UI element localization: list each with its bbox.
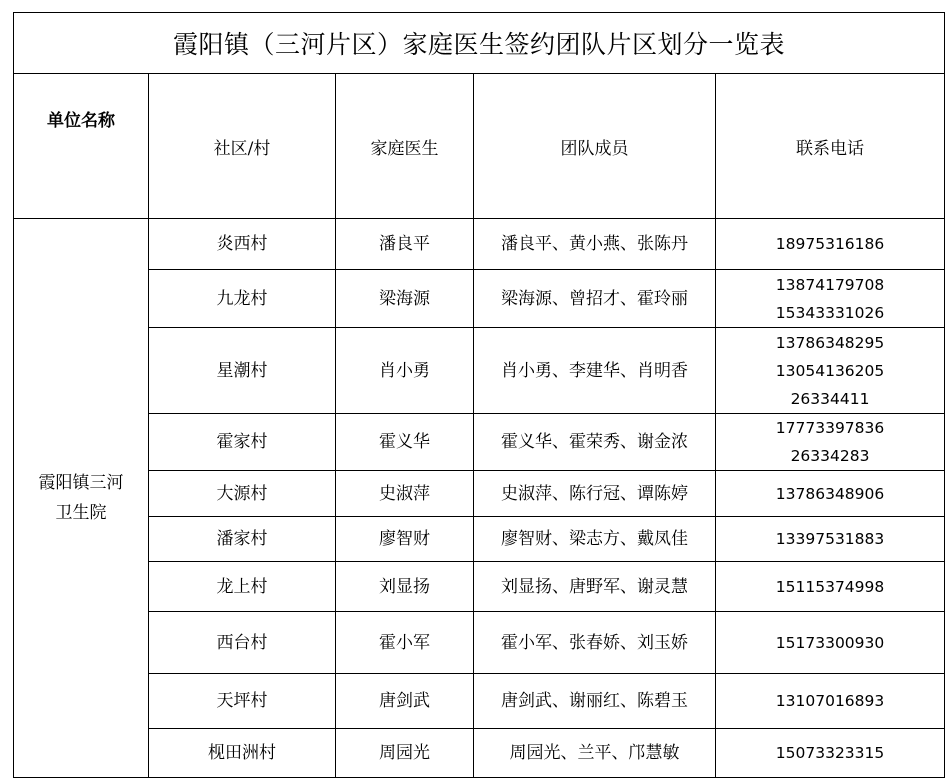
table-row xyxy=(14,270,945,328)
table-row xyxy=(14,328,945,414)
team-members-cell: 廖智财、梁志方、戴凤佳 xyxy=(474,517,716,562)
team-members-cell: 周园光、兰平、邝慧敏 xyxy=(474,729,716,778)
phone-cell xyxy=(716,219,945,270)
phone-number: 15343331026 xyxy=(775,303,885,322)
doctor-cell: 霍小军 xyxy=(336,612,474,674)
team-members-cell: 唐剑武、谢丽红、陈碧玉 xyxy=(474,674,716,729)
unit-name-cell xyxy=(14,219,149,778)
table-row xyxy=(14,674,945,729)
team-members-cell: 潘良平、黄小燕、张陈丹 xyxy=(474,219,716,270)
village-cell: 龙上村 xyxy=(149,562,336,612)
doctor-cell: 梁海源 xyxy=(336,270,474,328)
unit-name-line: 霞阳镇三河 xyxy=(38,473,124,493)
phone-number: 15173300930 xyxy=(775,633,885,652)
table-row xyxy=(14,414,945,471)
phone-number: 26334283 xyxy=(790,447,870,465)
header-unit-name: 单位名称 xyxy=(14,74,149,219)
doctor-cell: 潘良平 xyxy=(336,219,474,270)
phone-cell xyxy=(716,414,945,471)
team-members-cell: 肖小勇、李建华、肖明香 xyxy=(474,328,716,414)
doctor-cell: 周园光 xyxy=(336,729,474,778)
header-team-members: 团队成员 xyxy=(474,74,716,219)
phone-number: 26334411 xyxy=(790,389,870,408)
phone-number: 17773397836 xyxy=(775,419,885,437)
doctor-cell: 刘显扬 xyxy=(336,562,474,612)
doctor-cell: 史淑萍 xyxy=(336,471,474,517)
table-row xyxy=(14,729,945,778)
phone-number: 13397531883 xyxy=(775,530,885,548)
phone-number: 13107016893 xyxy=(775,692,885,710)
team-members-cell: 霍义华、霍荣秀、谢金浓 xyxy=(474,414,716,471)
phone-number: 13786348295 xyxy=(775,333,885,352)
doctor-cell: 廖智财 xyxy=(336,517,474,562)
team-members-cell: 梁海源、曾招才、霍玲丽 xyxy=(474,270,716,328)
village-cell: 大源村 xyxy=(149,471,336,517)
phone-number: 13054136205 xyxy=(775,361,885,380)
table-row xyxy=(14,517,945,562)
doctor-team-table xyxy=(13,12,945,778)
phone-cell xyxy=(716,270,945,328)
header-village: 社区/村 xyxy=(149,74,336,219)
team-members-cell: 刘显扬、唐野军、谢灵慧 xyxy=(474,562,716,612)
phone-cell xyxy=(716,674,945,729)
phone-number: 13786348906 xyxy=(775,484,885,503)
village-cell: 天坪村 xyxy=(149,674,336,729)
village-cell: 炎西村 xyxy=(149,219,336,270)
doctor-cell: 肖小勇 xyxy=(336,328,474,414)
village-cell: 九龙村 xyxy=(149,270,336,328)
phone-number: 13874179708 xyxy=(775,275,885,294)
table-row xyxy=(14,471,945,517)
village-cell: 西台村 xyxy=(149,612,336,674)
unit-name-line: 卫生院 xyxy=(55,503,107,523)
phone-cell xyxy=(716,517,945,562)
phone-number: 18975316186 xyxy=(775,235,885,253)
table-row xyxy=(14,612,945,674)
phone-number: 15115374998 xyxy=(775,577,885,596)
header-phone: 联系电话 xyxy=(716,74,945,219)
table-row xyxy=(14,562,945,612)
phone-cell xyxy=(716,328,945,414)
village-cell: 星潮村 xyxy=(149,328,336,414)
phone-cell xyxy=(716,562,945,612)
doctor-cell: 霍义华 xyxy=(336,414,474,471)
phone-cell xyxy=(716,729,945,778)
team-members-cell: 史淑萍、陈行冠、谭陈婷 xyxy=(474,471,716,517)
table-row xyxy=(14,219,945,270)
village-cell: 枧田洲村 xyxy=(149,729,336,778)
table-title: 霞阳镇（三河片区）家庭医生签约团队片区划分一览表 xyxy=(14,13,945,74)
header-family-doctor: 家庭医生 xyxy=(336,74,474,219)
village-cell: 潘家村 xyxy=(149,517,336,562)
village-cell: 霍家村 xyxy=(149,414,336,471)
phone-cell xyxy=(716,471,945,517)
team-members-cell: 霍小军、张春娇、刘玉娇 xyxy=(474,612,716,674)
phone-number: 15073323315 xyxy=(775,744,885,762)
doctor-cell: 唐剑武 xyxy=(336,674,474,729)
phone-cell xyxy=(716,612,945,674)
